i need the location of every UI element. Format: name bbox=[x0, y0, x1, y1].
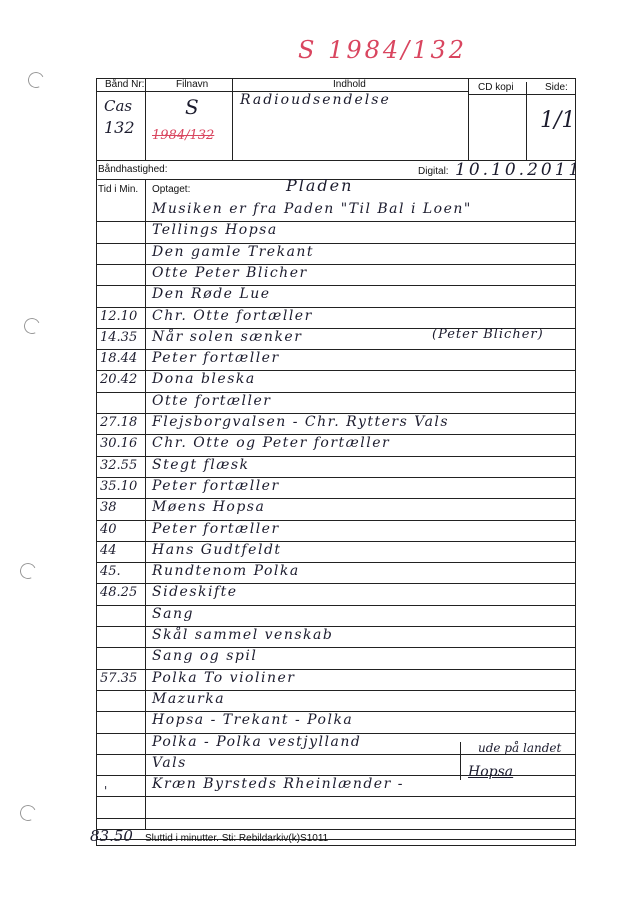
row-time: 20.42 bbox=[100, 372, 138, 388]
row-text: Chr. Otte fortæller bbox=[152, 307, 313, 324]
row-text: Skål sammel venskab bbox=[152, 627, 334, 643]
digital-label: Digital: bbox=[418, 166, 449, 177]
footer-top-line bbox=[96, 829, 576, 830]
row6-note: (Peter Blicher) bbox=[432, 327, 544, 342]
punch-hole-bottom bbox=[18, 803, 39, 824]
row27-note: Hopsa bbox=[468, 764, 514, 780]
row-text: Vals bbox=[152, 754, 187, 771]
row-time: 45. bbox=[100, 564, 121, 580]
divider-filnavn-indhold bbox=[232, 78, 233, 160]
divider-band-filnavn bbox=[145, 78, 146, 160]
row-time: 18.44 bbox=[100, 351, 138, 367]
row-text: Chr. Otte og Peter fortæller bbox=[152, 435, 391, 452]
header-cd-kopi: CD kopi bbox=[478, 82, 514, 93]
row-text: Dona bleska bbox=[152, 371, 256, 388]
row-text: Rundtenom Polka bbox=[152, 563, 300, 580]
footer-text: Sluttid i minutter. Sti: Rebildarkiv(k)S1011 bbox=[145, 833, 329, 844]
row-time: 44 bbox=[100, 542, 117, 558]
row-time: 57.35 bbox=[100, 670, 138, 686]
row-time: 30.16 bbox=[100, 436, 138, 452]
side-value: 1/1 bbox=[540, 108, 576, 133]
row-text: Stegt flæsk bbox=[152, 456, 250, 473]
row-text: Polka - Polka vestjylland bbox=[152, 733, 362, 750]
row-text: Kræn Byrsteds Rheinlænder - bbox=[152, 776, 404, 793]
footer-time: 83.50 bbox=[90, 827, 133, 845]
row26-bracket bbox=[460, 742, 461, 780]
row-text: Møens Hopsa bbox=[152, 499, 266, 516]
row-text: Sang og spil bbox=[152, 648, 258, 665]
band-nr-line2: 132 bbox=[104, 118, 135, 137]
row-text: Tellings Hopsa bbox=[152, 222, 278, 239]
row-text: Når solen sænker bbox=[152, 328, 303, 345]
list-time-divider bbox=[145, 179, 146, 829]
row-text: Peter fortæller bbox=[152, 520, 280, 537]
row-text: Otte Peter Blicher bbox=[152, 264, 308, 281]
row-text: Otte fortæller bbox=[152, 392, 272, 409]
header-filnavn: Filnavn bbox=[176, 79, 209, 90]
punch-hole-top bbox=[26, 70, 47, 91]
row-time: 32.55 bbox=[100, 457, 138, 473]
row-text: Flejsborgvalsen - Chr. Rytters Vals bbox=[152, 414, 450, 430]
bandhastighed-label: Båndhastighed: bbox=[98, 164, 168, 175]
filnavn-line1: S bbox=[185, 95, 199, 119]
row28-time-mark: ' bbox=[104, 784, 108, 798]
row26-note: ude på landet bbox=[478, 741, 562, 755]
divider-cd-side bbox=[526, 82, 527, 160]
punch-hole-lower bbox=[18, 561, 39, 582]
row-text: Peter fortæller bbox=[152, 477, 280, 494]
row-text: Polka To violiner bbox=[152, 669, 296, 686]
header-side: Side: bbox=[545, 82, 568, 93]
band-nr-line1: Cas bbox=[104, 97, 133, 115]
row-line bbox=[96, 796, 576, 797]
row-time: 35.10 bbox=[100, 478, 138, 494]
row-text: Mazurka bbox=[152, 690, 226, 707]
divider-indhold-cd bbox=[468, 78, 469, 160]
row-text: Den gamle Trekant bbox=[152, 243, 315, 260]
row-text: Den Røde Lue bbox=[152, 286, 271, 303]
filnavn-line2: 1984/132 bbox=[152, 128, 215, 143]
digital-value: 10.10.2011 bbox=[455, 160, 583, 180]
row-time: 14.35 bbox=[100, 329, 138, 345]
row-text: Musiken er fra Paden "Til Bal i Loen" bbox=[152, 201, 472, 217]
indhold-value: Radioudsendelse bbox=[240, 92, 391, 108]
row-line bbox=[96, 818, 576, 819]
row-text: Sideskifte bbox=[152, 584, 238, 601]
punch-hole-upper bbox=[22, 316, 43, 337]
optaget-value: Pladen bbox=[286, 176, 354, 195]
row-time: 48.25 bbox=[100, 585, 138, 601]
row-time: 38 bbox=[100, 500, 117, 516]
tid-label: Tid i Min. bbox=[98, 184, 139, 195]
row-time: 40 bbox=[100, 521, 117, 537]
row-time: 12.10 bbox=[100, 308, 138, 324]
row-text: Peter fortæller bbox=[152, 350, 280, 367]
row-text: Hopsa - Trekant - Polka bbox=[152, 712, 354, 729]
optaget-label: Optaget: bbox=[152, 184, 191, 195]
row-time: 27.18 bbox=[100, 415, 138, 430]
header-underline-right bbox=[468, 94, 576, 95]
row-text: Sang bbox=[152, 605, 194, 622]
archive-stamp: S 1984/132 bbox=[298, 36, 468, 64]
row-text: Hans Gudtfeldt bbox=[152, 541, 282, 558]
header-indhold: Indhold bbox=[333, 79, 366, 90]
header-band-nr: Bånd Nr: bbox=[105, 79, 145, 90]
